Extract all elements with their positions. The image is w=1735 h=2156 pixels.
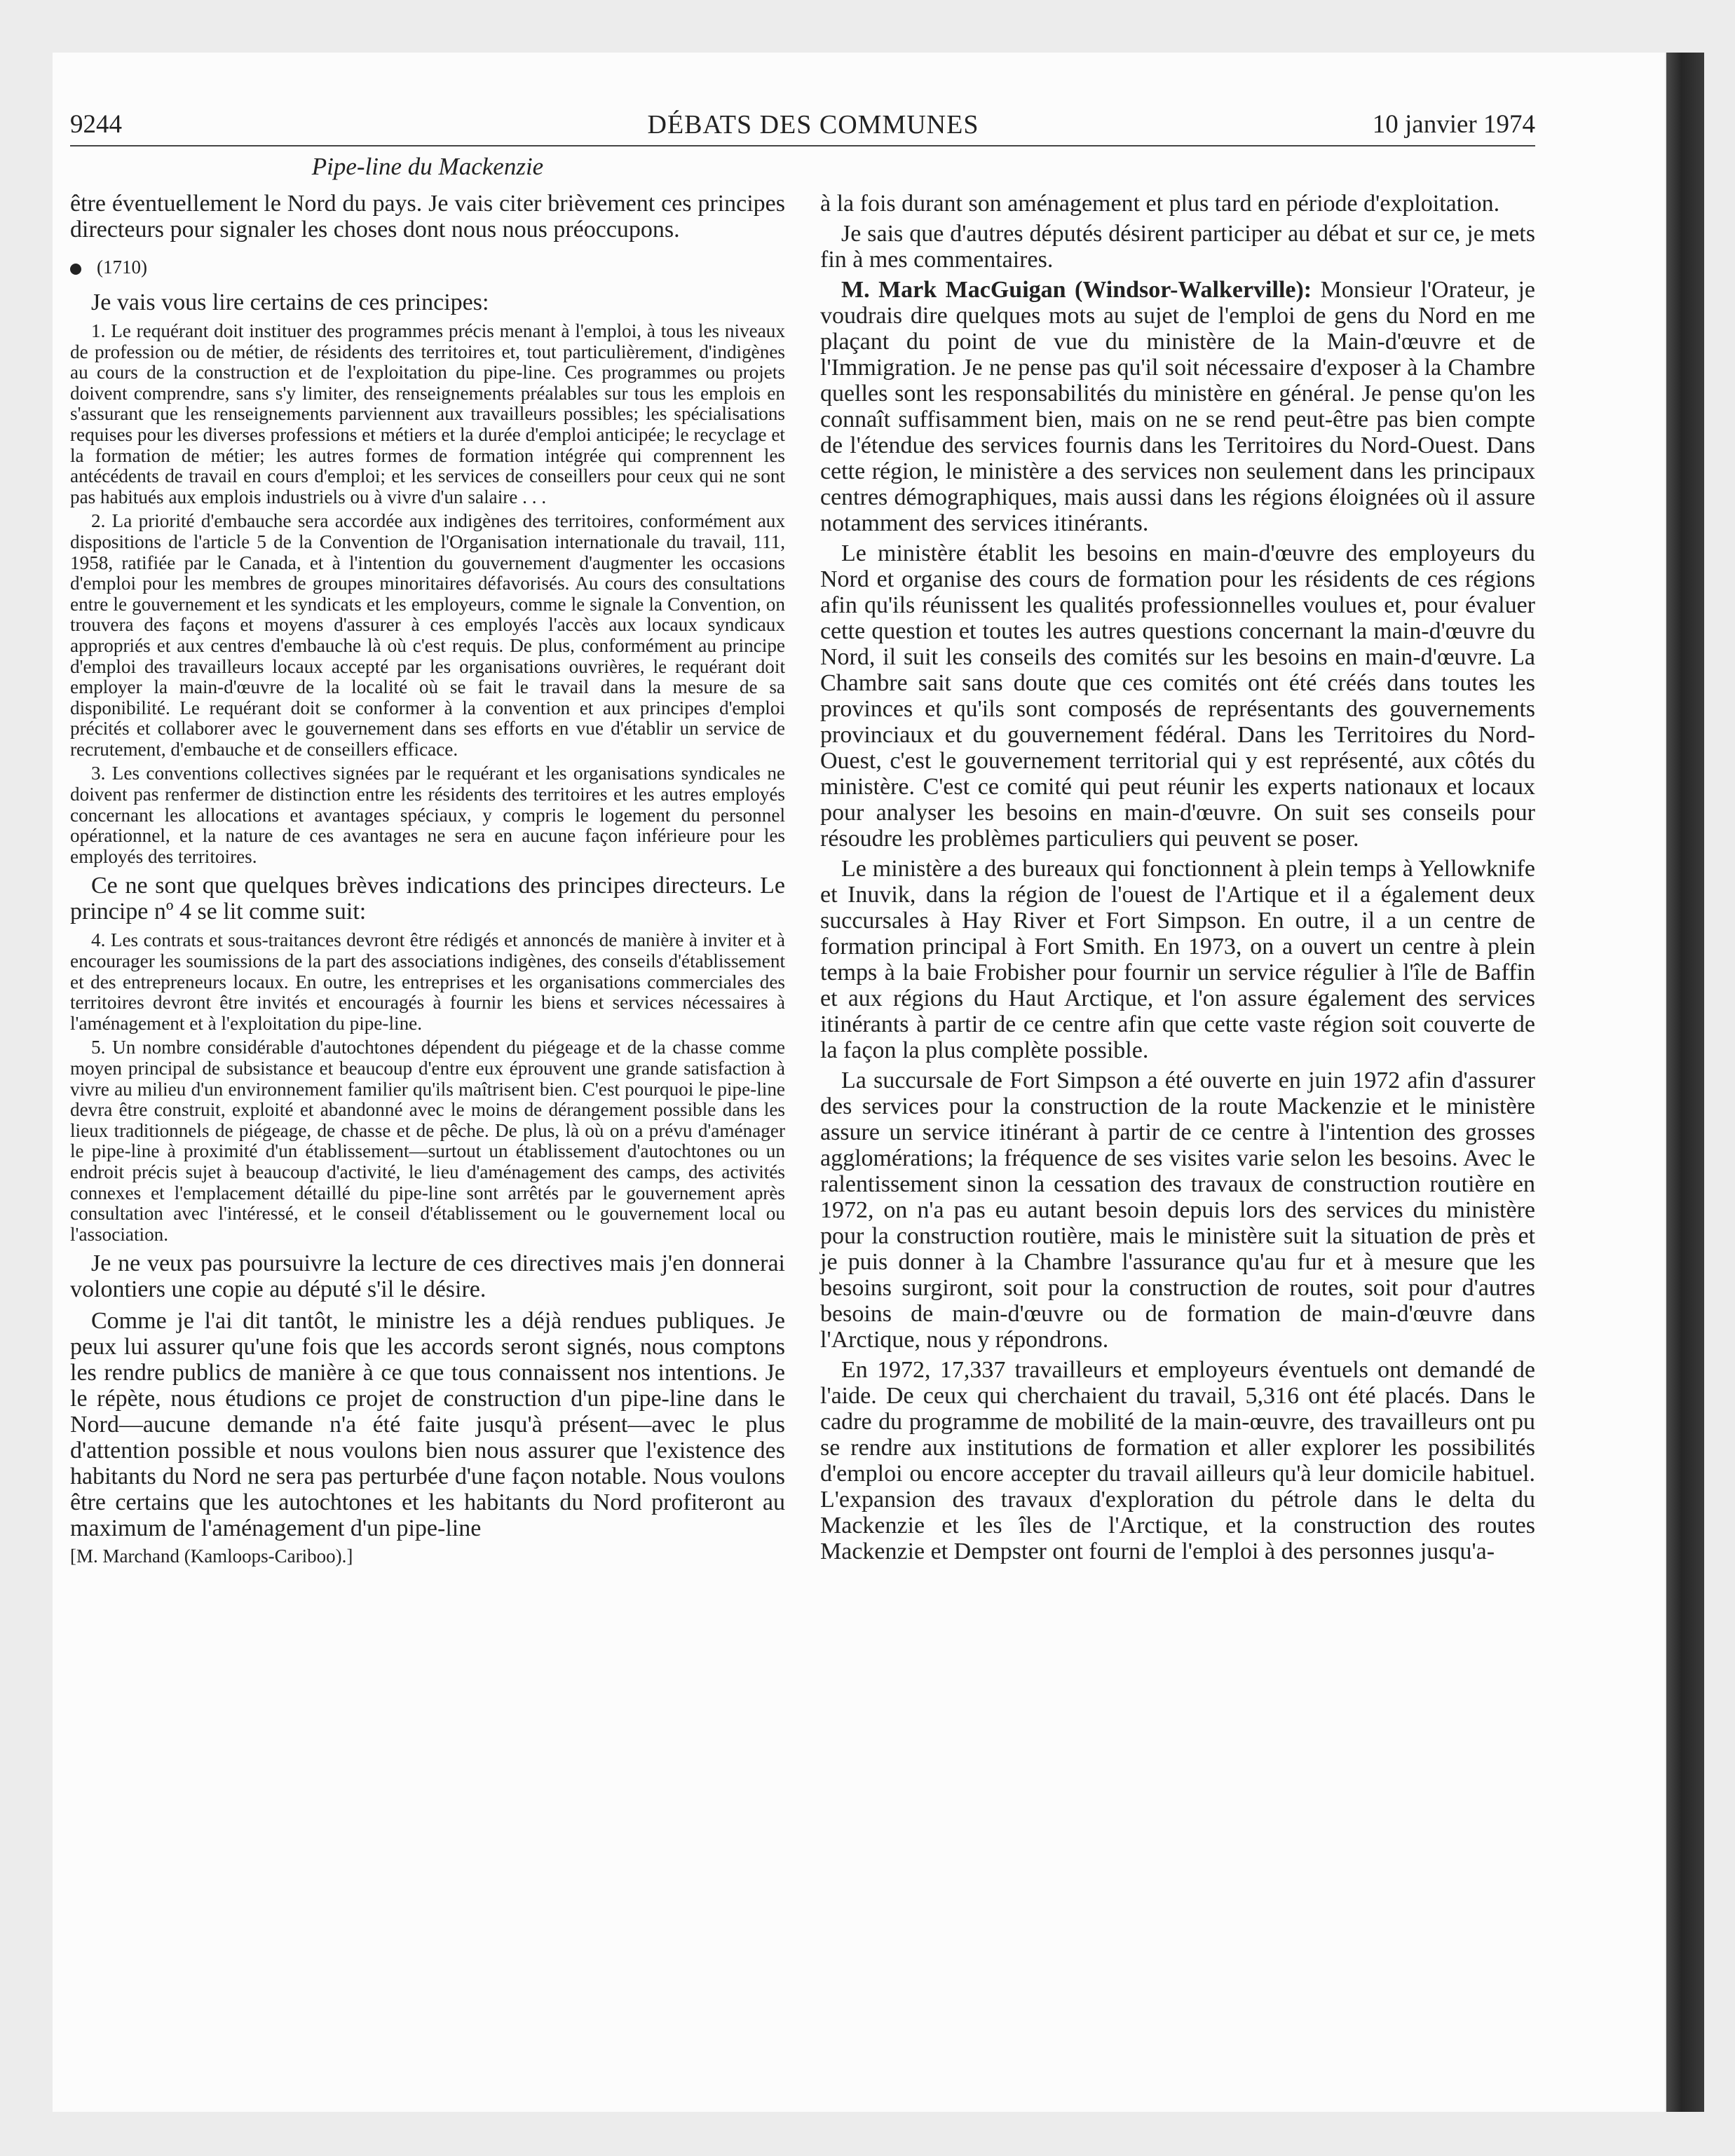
- paragraph: Je sais que d'autres députés désirent participer au débat et sur ce, je mets fin à mes commentaires.: [820, 221, 1535, 273]
- quoted-principle-2: 2. La priorité d'embauche sera accordée aux indigènes des territoires, conformément aux dispositions de l'article 5 de la Convention de l'Organisation internationale du travail, 111, 1958, ratifiée par le Canada, et à l'intention du gouvernement d'augmenter les occasions d'emploi pour les membres de groupes minoritaires défavorisés. Au cours des consultations entre le gouvernement et les syndicats et les employeurs, comme le signale la Convention, on trouvera des façons et moyens d'assurer à ces employés l'accès aux locaux syndicaux appropriés et aux centres d'embauche là où c'est requis. De plus, conformément au principe d'emploi des travailleurs locaux accepté par les organisations ouvrières, le requérant doit employer la main-d'œuvre de la localité où se fait le travail dans la mesure de sa disponibilité. Le requérant doit se conformer à la convention et aux principes d'emploi précités et collaborer avec le gouvernement dans ses efforts en vue d'établir un service de recrutement, d'embauche et de conseillers efficace.: [70, 510, 785, 760]
- scan-edge-shadow: [1666, 53, 1704, 2112]
- bullet-icon: [70, 264, 81, 275]
- page-number: 9244: [70, 110, 122, 139]
- quoted-principle-5: 5. Un nombre considérable d'autochtones dépendent du piégeage et de la chasse comme moyen principal de subsistance et beaucoup d'entre eux éprouvent une grande satisfaction à vivre au milieu d'un environnement familier qu'ils maîtrisent bien. C'est pourquoi le pipe-line devra être construit, exploité et abandonné avec le moins de dérangement possible dans les lieux traditionnels de piégeage, de chasse et de pêche. De plus, là où on a prévu d'aménager le pipe-line à proximité d'un établissement—surtout un établissement d'autochtones ou un endroit précis sujet à beaucoup d'activité, le lieu d'aménagement des camps, des activités connexes et l'emplacement détaillé du pipe-line sont arrêtés par le gouvernement après consultation avec l'intéressé, et le conseil d'établissement ou le gouvernement local ou l'association.: [70, 1037, 785, 1245]
- running-head: Pipe-line du Mackenzie: [311, 153, 544, 180]
- paragraph: Ce ne sont que quelques brèves indications des principes directeurs. Le principe nº 4 se lit comme suit:: [70, 873, 785, 925]
- paragraph: En 1972, 17,337 travailleurs et employeurs éventuels ont demandé de l'aide. De ceux qui cherchaient du travail, 5,316 ont été placés. Dans le cadre du programme de mobilité de la main-œuvre, des travailleurs ont pu se rendre aux institutions de formation et aller explorer les possibilités d'emploi ou encore accepter du travail ailleurs qu'à leur domicile habituel. L'expansion des travaux d'exploration du pétrole dans le delta du Mackenzie et les îles de l'Arctique, et la construction des routes Mackenzie et Dempster ont fourni de l'emploi à des personnes jusqu'a-: [820, 1357, 1535, 1564]
- speech-text: Monsieur l'Orateur, je voudrais dire quelques mots au sujet de l'emploi de gens du Nord en me plaçant du point de vue du ministère de la Main-d'œuvre et de l'Immigration. Je ne pense pas qu'il soit nécessaire d'exposer à la Chambre quelles sont les responsabilités du ministère en général. Je pense qu'on les connaît suffisamment bien, mais on ne se rend peut-être pas bien compte de l'étendue des services fournis dans les Territoires du Nord-Ouest. Dans cette région, le ministère a des services non seulement dans les principaux centres démographiques, mais aussi dans les régions éloignées où il assure notamment des services itinérants.: [820, 277, 1535, 536]
- speech-paragraph: [820, 277, 1535, 536]
- paragraph: La succursale de Fort Simpson a été ouverte en juin 1972 afin d'assurer des services pour la construction de la route Mackenzie et le ministère assure un service itinérant à partir de ce centre à l'intention des grosses agglomérations; la fréquence de ses visites varie selon les besoins. Avec le ralentissement sinon la cessation des travaux de construction routière en 1972, on n'a pas eu autant besoin depuis lors des services du ministère pour la construction routière, mais le ministère suit la situation de près et je puis donner à la Chambre l'assurance qu'au fur et à mesure que les besoins surgiront, soit pour la construction de routes, soit pour d'autres besoins de main-d'œuvre ou de formation de main-d'œuvre dans l'Arctique, nous y répondrons.: [820, 1067, 1535, 1353]
- paragraph: être éventuellement le Nord du pays. Je vais citer brièvement ces principes directeurs pour signaler les choses dont nous nous préoccupons.: [70, 191, 785, 243]
- paragraph: Je ne veux pas poursuivre la lecture de ces directives mais j'en donnerai volontiers une copie au député s'il le désire.: [70, 1250, 785, 1303]
- quoted-principle-1: 1. Le requérant doit instituer des programmes précis menant à l'emploi, à tous les niveaux de profession ou de métier, de résidents des territoires et, tout particulièrement, d'indigènes au cours de la construction et de l'exploitation du pipe-line. Ces programmes ou projets doivent comprendre, sans s'y limiter, des renseignements préalables sur tous les emplois en s'assurant que les renseignements parviennent aux travailleurs possibles; les spécialisations requises pour les diverses professions et métiers et la durée d'emploi anticipée; le recyclage et la formation de métier; les autres formes de formation intégrée qui comprennent les antécédents de travail en cours d'emploi; et les services de conseillers pour ceux qui ne sont pas habitués aux emplois industriels ou à vivre d'un salaire . . .: [70, 320, 785, 507]
- left-column: [70, 191, 785, 1567]
- paragraph: Le ministère a des bureaux qui fonctionnent à plein temps à Yellowknife et Inuvik, dans la région de l'ouest de l'Artique et il a également deux succursales à Hay River et Fort Simpson. En outre, il a un centre de formation principal à Fort Smith. En 1973, on a ouvert un centre à plein temps à la baie Frobisher pour fournir un service régulier à l'île de Baffin et aux régions du Haut Arctique, et l'on assure également des services itinérants à partir de ce centre afin que cette vaste région soit couverte de la façon la plus complète possible.: [820, 856, 1535, 1063]
- timestamp: [70, 257, 785, 278]
- quoted-principle-3: 3. Les conventions collectives signées par le requérant et les organisations syndicales ne doivent pas renfermer de distinction entre les résidents des territoires et les autres employés concernant les allocations et avantages spéciaux, y compris le logement du personnel opérationnel, et la nature de ces avantages ne sera en aucune façon inférieure pour les employés des territoires.: [70, 763, 785, 867]
- quoted-principle-4: 4. Les contrats et sous-traitances devront être rédigés et annoncés de manière à inviter et à encourager les soumissions de la part des associations indigènes, des conseils d'établissement et des entrepreneurs locaux. En outre, les entreprises et les organisations commerciales des territoires devront être invités et encouragés à fournir les biens et services nécessaires à l'aménagement et à l'exploitation du pipe-line.: [70, 929, 785, 1034]
- speaker-attribution: [M. Marchand (Kamloops-Cariboo).]: [70, 1546, 353, 1567]
- speaker-name: M. Mark MacGuigan (Windsor-Walkerville):: [841, 277, 1312, 303]
- publication-date: 10 janvier 1974: [1372, 110, 1535, 139]
- paragraph: Le ministère établit les besoins en main-d'œuvre des employeurs du Nord et organise des cours de formation pour les résidents de ces régions afin qu'ils réunissent les qualités professionnelles voulues et, pour évaluer cette question et toutes les autres questions concernant la main-d'œuvre du Nord, il suit les conseils des comités sur les besoins en main-d'œuvre. La Chambre sait sans doute que ces comités ont été créés dans toutes les provinces et qu'ils sont composés de représentants des gouvernements provinciaux et du gouvernement fédéral. Dans les Territoires du Nord-Ouest, c'est le gouvernement territorial qui y est représenté, aux côtés du ministère. C'est ce comité qui peut réunir les experts nationaux et locaux pour analyser les besoins en main-d'œuvre. On suit ses conseils pour résoudre les problèmes particuliers qui peuvent se poser.: [820, 540, 1535, 852]
- timestamp-text: (1710): [97, 257, 147, 278]
- right-column: [820, 191, 1535, 1569]
- paragraph: à la fois durant son aménagement et plus tard en période d'exploitation.: [820, 191, 1500, 217]
- publication-title: DÉBATS DES COMMUNES: [647, 110, 979, 139]
- paragraph: Je vais vous lire certains de ces principes:: [91, 289, 489, 315]
- paragraph: Comme je l'ai dit tantôt, le ministre les a déjà rendues publiques. Je peux lui assurer qu'une fois que les accords seront signés, nous comptons les rendre publics de manière à ce que tous connaissent nos intentions. Je le répète, nous étudions ce projet de construction d'un pipe-line dans le Nord—aucune demande n'a été faite jusqu'à présent—avec le plus d'attention possible et nous voulons bien nous assurer que l'existence des habitants du Nord ne sera pas perturbée d'une façon notable. Nous voulons être certains que les autochtones et les habitants du Nord profiteront au maximum de l'aménagement d'un pipe-line: [70, 1308, 785, 1542]
- header-rule: [70, 145, 1535, 146]
